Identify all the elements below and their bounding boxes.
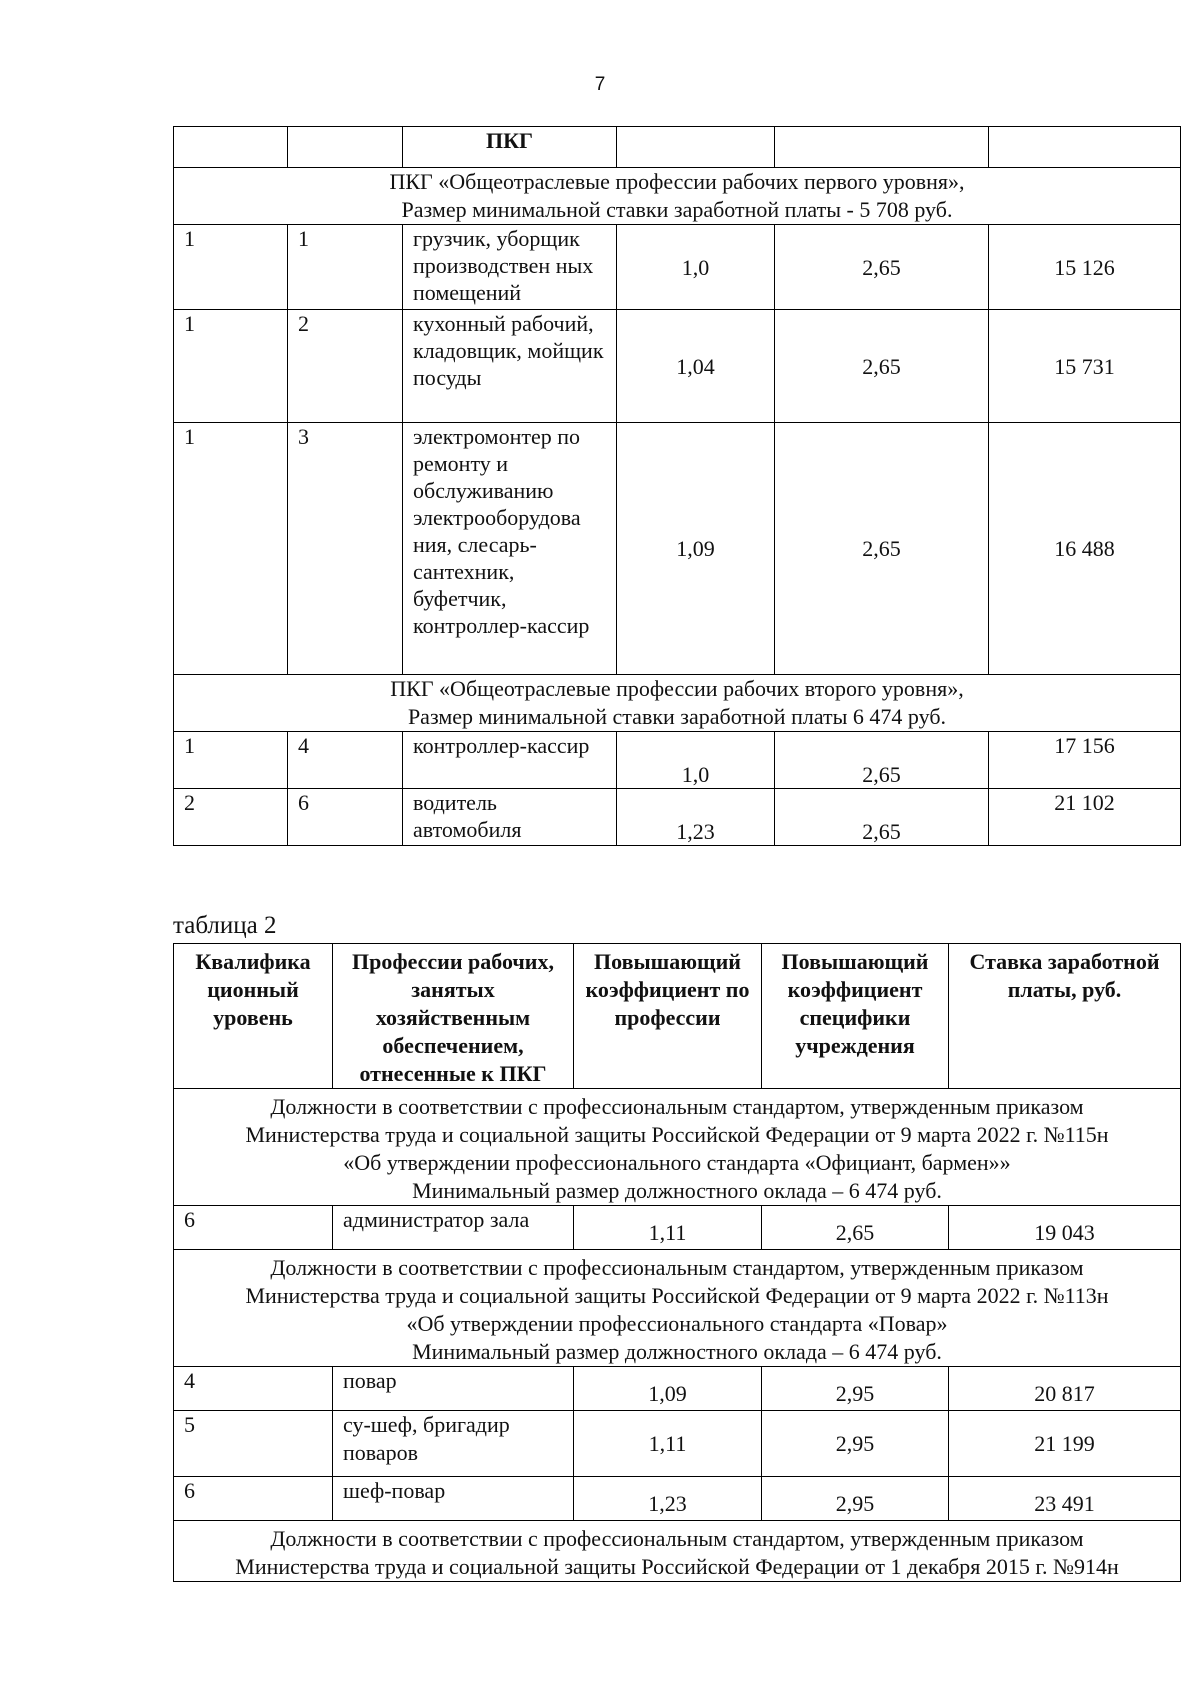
cell-level: 2 [174, 789, 288, 846]
group-title-row [174, 1250, 1181, 1367]
cell-profession: электромонтер по ремонту и обслуживанию электрооборудова ния, слесарь-сантехник, буфетчик, контроллер-кассир [403, 423, 617, 675]
table-row [174, 225, 1181, 310]
cell-level: 1 [174, 310, 288, 423]
cell-coef-profession: 1,11 [574, 1206, 762, 1250]
salary-table-2 [173, 943, 1181, 1582]
table-row [174, 423, 1181, 675]
cell-coef-profession: 1,23 [574, 1477, 762, 1521]
cell-coef-institution: 2,95 [762, 1367, 949, 1411]
cell-profession: грузчик, уборщик производствен ных помещений [403, 225, 617, 310]
cell-rate: 20 817 [949, 1367, 1181, 1411]
cell-rate: 21 199 [949, 1411, 1181, 1477]
table-row [174, 789, 1181, 846]
table-cell [174, 127, 288, 168]
cell-sublevel: 3 [288, 423, 403, 675]
cell-sublevel: 4 [288, 732, 403, 789]
group-title-line: Размер минимальной ставки заработной платы 6 474 руб. [407, 704, 947, 729]
column-header-coef-profession: Повышающий коэффициент по профессии [574, 944, 762, 1089]
cell-coef-profession: 1,11 [574, 1411, 762, 1477]
cell-rate: 19 043 [949, 1206, 1181, 1250]
cell-level: 6 [174, 1206, 333, 1250]
cell-coef-profession: 1,04 [617, 310, 775, 423]
cell-rate: 21 102 [989, 789, 1181, 846]
cell-coef-institution: 2,65 [775, 310, 989, 423]
cell-coef-institution: 2,65 [775, 423, 989, 675]
cell-level: 1 [174, 732, 288, 789]
group-title-row [174, 675, 1181, 732]
cell-coef-institution: 2,95 [762, 1477, 949, 1521]
cell-profession: кухонный рабочий, кладовщик, мойщик посуды [403, 310, 617, 423]
group-title [174, 1250, 1181, 1367]
group-title-line: Министерства труда и социальной защиты Российской Федерации от 9 марта 2022 г. №113н [245, 1283, 1109, 1308]
cell-sublevel: 2 [288, 310, 403, 423]
table-cell [989, 127, 1181, 168]
column-header-rate: Ставка заработной платы, руб. [949, 944, 1181, 1089]
table-cell [617, 127, 775, 168]
table-header-row [174, 944, 1181, 1089]
table-cell [775, 127, 989, 168]
column-header-pkg: ПКГ [403, 127, 617, 168]
cell-level: 5 [174, 1411, 333, 1477]
group-title-row [174, 1521, 1181, 1582]
group-title [174, 1089, 1181, 1206]
group-title-line: Минимальный размер должностного оклада – 6 474 руб. [412, 1178, 942, 1203]
cell-profession: контроллер-кассир [403, 732, 617, 789]
cell-coef-institution: 2,65 [775, 789, 989, 846]
group-title-row [174, 1089, 1181, 1206]
table-row [174, 310, 1181, 423]
cell-rate: 15 731 [989, 310, 1181, 423]
table-caption: таблица 2 [173, 912, 277, 939]
group-title [174, 1521, 1181, 1582]
cell-coef-profession: 1,09 [574, 1367, 762, 1411]
column-header-profession: Профессии рабочих, занятых хозяйственным обеспечением, отнесенные к ПКГ [333, 944, 574, 1089]
column-header-coef-institution: Повышающий коэффициент специфики учреждения [762, 944, 949, 1089]
table-row [174, 1206, 1181, 1250]
page-number: 7 [594, 74, 606, 95]
cell-profession: водитель автомобиля [403, 789, 617, 846]
cell-profession: су-шеф, бригадир поваров [333, 1411, 574, 1477]
cell-rate: 23 491 [949, 1477, 1181, 1521]
table-header-row [174, 127, 1181, 168]
group-title-line: «Об утверждении профессионального стандарта «Повар» [406, 1311, 948, 1336]
table-row [174, 1411, 1181, 1477]
group-title-line: Должности в соответствии с профессиональным стандартом, утвержденным приказом [270, 1094, 1084, 1119]
table-row [174, 1477, 1181, 1521]
cell-level: 4 [174, 1367, 333, 1411]
cell-rate: 16 488 [989, 423, 1181, 675]
group-title-line: Минимальный размер должностного оклада – 6 474 руб. [412, 1339, 942, 1364]
cell-rate: 15 126 [989, 225, 1181, 310]
group-title-line: Министерства труда и социальной защиты Российской Федерации от 9 марта 2022 г. №115н [245, 1122, 1109, 1147]
cell-coef-profession: 1,23 [617, 789, 775, 846]
cell-rate: 17 156 [989, 732, 1181, 789]
cell-level: 1 [174, 423, 288, 675]
cell-coef-institution: 2,65 [762, 1206, 949, 1250]
group-title [174, 168, 1181, 225]
cell-coef-profession: 1,0 [617, 732, 775, 789]
group-title [174, 675, 1181, 732]
table-row [174, 1367, 1181, 1411]
cell-coef-institution: 2,65 [775, 225, 989, 310]
cell-coef-profession: 1,0 [617, 225, 775, 310]
table-cell [288, 127, 403, 168]
cell-level: 1 [174, 225, 288, 310]
group-title-line: «Об утверждении профессионального стандарта «Официант, бармен»» [343, 1150, 1011, 1175]
salary-table-1 [173, 126, 1181, 846]
table-row [174, 732, 1181, 789]
cell-level: 6 [174, 1477, 333, 1521]
group-title-row [174, 168, 1181, 225]
cell-coef-institution: 2,65 [775, 732, 989, 789]
cell-coef-institution: 2,95 [762, 1411, 949, 1477]
group-title-line: Министерства труда и социальной защиты Российской Федерации от 1 декабря 2015 г. №914н [235, 1554, 1119, 1579]
cell-sublevel: 6 [288, 789, 403, 846]
column-header-level: Квалифика ционный уровень [174, 944, 333, 1089]
cell-profession: шеф-повар [333, 1477, 574, 1521]
group-title-line: ПКГ «Общеотраслевые профессии рабочих второго уровня», [390, 676, 964, 701]
group-title-line: ПКГ «Общеотраслевые профессии рабочих первого уровня», [389, 169, 965, 194]
cell-profession: администратор зала [333, 1206, 574, 1250]
group-title-line: Должности в соответствии с профессиональным стандартом, утвержденным приказом [270, 1526, 1084, 1551]
cell-coef-profession: 1,09 [617, 423, 775, 675]
group-title-line: Должности в соответствии с профессиональным стандартом, утвержденным приказом [270, 1255, 1084, 1280]
cell-profession: повар [333, 1367, 574, 1411]
cell-sublevel: 1 [288, 225, 403, 310]
group-title-line: Размер минимальной ставки заработной платы - 5 708 руб. [401, 197, 953, 222]
